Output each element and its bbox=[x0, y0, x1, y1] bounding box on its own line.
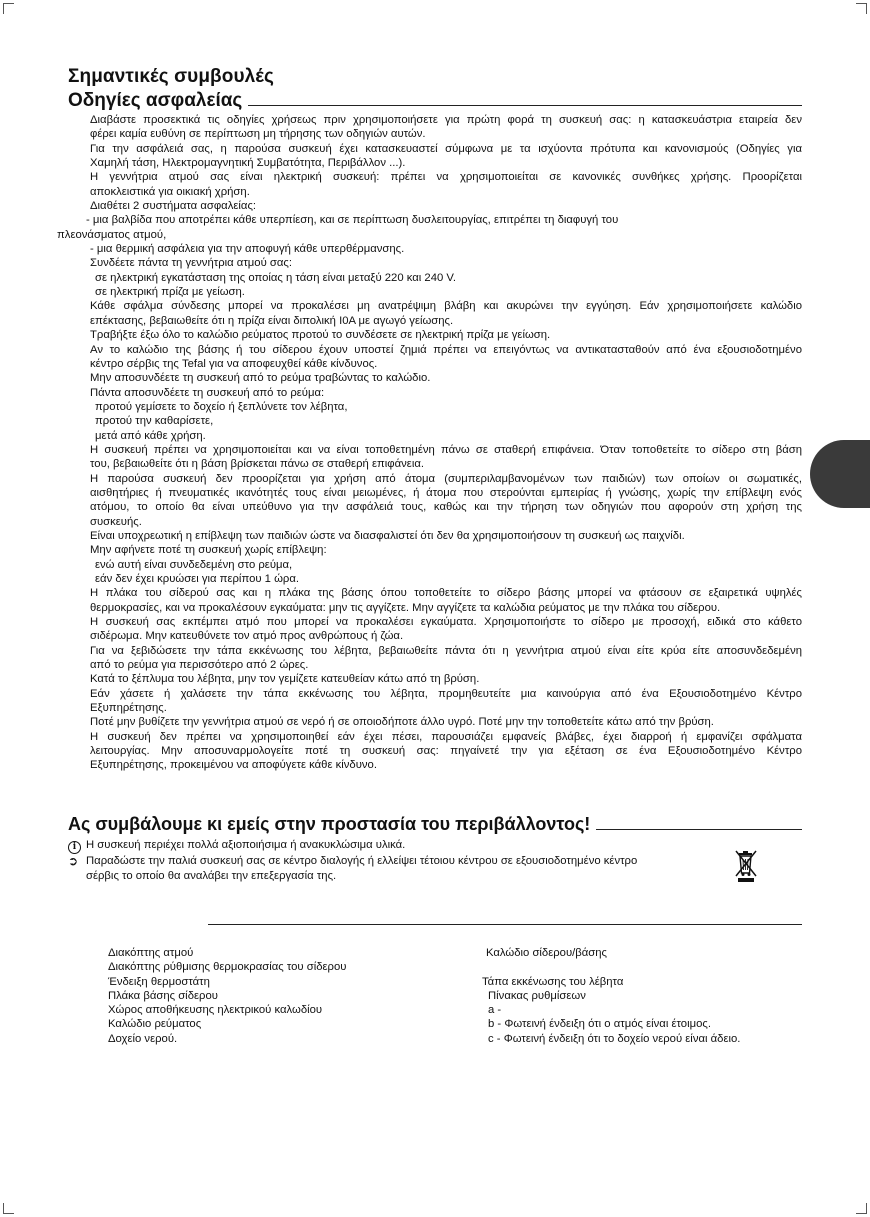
parts-legend-left bbox=[108, 946, 346, 1046]
legend-item: Χώρος αποθήκευσης ηλεκτρικού καλωδίου bbox=[108, 1004, 323, 1017]
text-line: μετά από κάθε χρήση. bbox=[95, 429, 206, 442]
text-line: σε ηλεκτρική πρίζα με γείωση. bbox=[95, 286, 245, 299]
text-line: Μην αποσυνδέετε τη συσκευή από το ρεύμα τραβώντας το καλώδιο. bbox=[90, 372, 431, 385]
text-line: πλεονάσματος ατμού, bbox=[57, 228, 167, 241]
text-line: Χαμηλή τάση, Ηλεκτρομαγνητική Συμβατότητα, Περιβάλλον ...). bbox=[90, 157, 406, 170]
crop-mark-top-right bbox=[856, 3, 867, 14]
list-item bbox=[68, 838, 748, 854]
text-line: - μια θερμική ασφάλεια για την αποφυγή κάθε υπερθέρμανσης. bbox=[90, 243, 405, 256]
page-title: Σημαντικές συμβουλές bbox=[68, 66, 274, 87]
environment-heading-text: Ας συμβάλουμε κι εμείς στην προστασία του περιβάλλοντος! bbox=[68, 814, 591, 834]
curved-arrow-icon: ➲ bbox=[68, 854, 79, 868]
text-line: Η γεννήτρια ατμού σας είναι ηλεκτρική συσκευή: πρέπει να χρησιμοποιείται σε κανονικές συνθήκες χρήσης. Προορίζεται bbox=[90, 171, 802, 184]
legend-spacer bbox=[482, 960, 740, 974]
text-line: Μην αφήνετε ποτέ τη συσκευή χωρίς επίβλεψη: bbox=[90, 544, 327, 557]
text-line: θερμοκρασίες, και να προκαλέσουν εγκαύματα: μην τις αγγίζετε. Μην αγγίζετε τα καλώδια ρεύματος με την πλάκα του σίδερου. bbox=[90, 601, 721, 614]
text-line: Πάντα αποσυνδέετε τη συσκευή από το ρεύμα: bbox=[90, 386, 325, 399]
text-line: Η συσκευή δεν πρέπει να χρησιμοποιηθεί εάν έχει πέσει, παρουσιάζει εμφανείς βλάβες, έχει διαρροή ή εμφανίζει σφάλματα bbox=[90, 730, 802, 743]
text-line: κέντρο σέρβις της Tefal για να αποφευχθεί κάθε κίνδυνος. bbox=[90, 357, 378, 370]
text-line: Εξυπηρέτησης. bbox=[90, 702, 167, 715]
text-line: από το ρεύμα για περισσότερο από 2 ώρες. bbox=[90, 659, 309, 672]
section-separator bbox=[208, 924, 802, 925]
crop-mark-bottom-left bbox=[3, 1203, 14, 1214]
safety-heading bbox=[68, 90, 802, 112]
text-line: επέκτασης, βεβαιωθείτε ότι η πρίζα είναι διπολική Ι0Α με αγωγό γείωσης. bbox=[90, 314, 454, 327]
text-line: Για να ξεβιδώσετε την τάπα εκκένωσης του λέβητα, βεβαιωθείτε πάντα ότι η γεννήτρια ατμού είναι είτε κρύα είτε αποσυνδεδεμένη bbox=[90, 644, 802, 657]
legend-item: Δοχείο νερού. bbox=[108, 1032, 178, 1045]
text-line: Η συσκευή πρέπει να χρησιμοποιείται και να είναι τοποθετημένη πάνω σε σταθερή επιφάνεια. Όταν τοποθετείτε το σίδερο στη βάση bbox=[90, 443, 802, 456]
text-line: Για την ασφάλειά σας, η παρούσα συσκευή έχει κατασκευαστεί σύμφωνα με τα ισχύοντα πρότυπα και κανονισμούς (Οδηγίες για bbox=[90, 142, 802, 155]
legend-item: Τάπα εκκένωσης του λέβητα bbox=[482, 975, 624, 988]
recyclable-text: Η συσκευή περιέχει πολλά αξιοποιήσιμα ή ανακυκλώσιμα υλικά. bbox=[86, 839, 406, 851]
text-line: - μια βαλβίδα που αποτρέπει κάθε υπερπίεση, και σε περίπτωση δυσλειτουργίας, επιτρέπει τη διαφυγή του bbox=[86, 214, 619, 227]
section-tab-marker bbox=[810, 440, 870, 508]
text-line: αισθητήριες ή πνευματικές ικανότητές τους είναι μειωμένες, ή άτομα που στερούνται εμπειρίας ή γνώσης, χωρίς την επίβλεψη ενός bbox=[90, 486, 802, 499]
text-line: Κάθε σφάλμα σύνδεσης μπορεί να προκαλέσει μη ανατρέψιμη βλάβη και ακυρώνει την εγγύηση. Εάν χρησιμοποιήσετε καλώδιο bbox=[90, 300, 802, 313]
text-line: εάν δεν έχει κρυώσει για περίπου 1 ώρα. bbox=[95, 573, 300, 585]
text-line: ενώ αυτή είναι συνδεδεμένη στο ρεύμα, bbox=[95, 558, 293, 571]
text-line: φέρει καμία ευθύνη σε περίπτωση μη τήρησης των οδηγιών αυτών. bbox=[90, 128, 426, 141]
disposal-text-line: Παραδώστε την παλιά συσκευή σας σε κέντρο διαλογής ή ελλείψει τέτοιου κέντρου σε εξουσιοδοτημένο κέντρο bbox=[86, 855, 638, 867]
text-line: Εάν χάσετε ή χαλάσετε την τάπα εκκένωσης του λέβητα, προμηθευτείτε μια καινούργια από ένα Εξουσιοδοτημένο Κέντρο bbox=[90, 687, 802, 700]
legend-item: c - Φωτεινή ένδειξη ότι το δοχείο νερού είναι άδειο. bbox=[488, 1032, 741, 1045]
text-line: ατόμου, το οποίο θα είναι υπεύθυνο για την ασφάλειά τους, καθώς και την τήρηση των οδηγιών που αφορούν στη χρήση της bbox=[90, 501, 802, 514]
legend-item: Καλώδιο σίδερου/βάσης bbox=[486, 947, 608, 959]
text-line: σιδέρωμα. Μην κατευθύνετε τον ατμό προς ανθρώπους ή ζώα. bbox=[90, 630, 404, 643]
text-line: Αν το καλώδιο της βάσης ή του σίδερου έχουν υποστεί ζημιά πρέπει να επειγόντως να αντικατασταθούν από ένα εξουσιοδοτημένο bbox=[90, 343, 802, 356]
crop-mark-bottom-right bbox=[856, 1203, 867, 1214]
text-line: σε ηλεκτρική εγκατάσταση της οποίας η τάση είναι μεταξύ 220 και 240 V. bbox=[95, 271, 457, 284]
heading-rule bbox=[596, 829, 802, 830]
legend-item: Ένδειξη θερμοστάτη bbox=[108, 975, 210, 988]
legend-item: b - Φωτεινή ένδειξη ότι ο ατμός είναι έτοιμος. bbox=[488, 1018, 711, 1031]
safety-instructions bbox=[57, 113, 802, 773]
legend-item: Πλάκα βάσης σίδερου bbox=[108, 989, 218, 1002]
text-line: του, βεβαιωθείτε ότι η βάση βρίσκεται πάνω σε σταθερή επιφάνεια. bbox=[90, 458, 425, 471]
environment-list bbox=[68, 838, 748, 884]
text-line: Κατά το ξέπλυμα του λέβητα, μην τον γεμίζετε κατευθείαν κάτω από τη βρύση. bbox=[90, 673, 480, 686]
disposal-text bbox=[86, 854, 637, 884]
crossed-out-wheelie-bin-icon bbox=[734, 847, 758, 883]
text-line: Η παρούσα συσκευή δεν προορίζεται για χρήση από άτομα (συμπεριλαμβανομένων των παιδιών) των οποίων οι σωματικές, bbox=[90, 472, 802, 485]
legend-item: Καλώδιο ρεύματος bbox=[108, 1018, 202, 1031]
text-line: Ποτέ μην βυθίζετε την γεννήτρια ατμού σε νερό ή σε οποιοδήποτε άλλο υγρό. Ποτέ μην την τοποθετείτε κάτω από την βρύση. bbox=[90, 716, 714, 729]
text-line: Η πλάκα του σίδερού σας και η πλάκα της βάσης όπου τοποθετείτε το σίδερο βάσης μπορεί να φτάσουν σε εξαιρετικά υψηλές bbox=[90, 587, 802, 600]
info-circle-icon: i bbox=[68, 838, 86, 854]
disposal-text-line: σέρβις το οποίο θα αναλάβει την επεξεργασία της. bbox=[86, 870, 337, 882]
heading-rule bbox=[248, 105, 802, 106]
text-line: αποκλειστικά για οικιακή χρήση. bbox=[90, 185, 250, 198]
text-line: συσκευής. bbox=[90, 515, 142, 528]
text-line: Διαβάστε προσεκτικά τις οδηγίες χρήσεως πριν χρησιμοποιήσετε για πρώτη φορά τη συσκευή σας: η κατασκευάστρια εταιρεία δεν bbox=[90, 114, 802, 126]
list-item bbox=[68, 854, 748, 884]
text-line: Η συσκευή σας εκπέμπει ατμό που μπορεί να προκαλέσει εγκαύματα. Χρησιμοποιήστε το σίδερο με προσοχή, ειδικά στο κάθετο bbox=[90, 616, 802, 629]
legend-item: a - bbox=[488, 1004, 502, 1017]
text-line: Είναι υποχρεωτική η επίβλεψη των παιδιών ώστε να διασφαλιστεί ότι δεν θα χρησιμοποιήσουν τη συσκευή ως παιχνίδι. bbox=[90, 529, 685, 542]
legend-item: Διακόπτης ατμού bbox=[108, 947, 194, 959]
legend-item: Πίνακας ρυθμίσεων bbox=[488, 989, 586, 1002]
safety-heading-text: Οδηγίες ασφαλείας bbox=[68, 90, 243, 111]
text-line: Τραβήξτε έξω όλο το καλώδιο ρεύματος προτού το συνδέσετε σε ηλεκτρική πρίζα με γείωση. bbox=[90, 329, 551, 342]
text-line: Εξυπηρέτησης, προκειμένου να αποφύγετε κάθε κίνδυνο. bbox=[90, 759, 377, 772]
parts-legend-right bbox=[482, 946, 740, 1046]
environment-heading bbox=[68, 814, 802, 835]
text-line: Συνδέετε πάντα τη γεννήτρια ατμού σας: bbox=[90, 257, 292, 270]
text-line: λειτουργίας. Μην αποσυναρμολογείτε ποτέ τη συσκευή σας: πηγαίνετέ την για εξέταση σε ένα Εξουσιοδοτημένο Κέντρο bbox=[90, 745, 802, 758]
crop-mark-top-left bbox=[3, 3, 14, 14]
text-line: προτού την καθαρίσετε, bbox=[95, 415, 214, 428]
text-line: προτού γεμίσετε το δοχείο ή ξεπλύνετε τον λέβητα, bbox=[95, 400, 348, 413]
text-line: Διαθέτει 2 συστήματα ασφαλείας: bbox=[90, 200, 257, 213]
legend-item: Διακόπτης ρύθμισης θερμοκρασίας του σίδερου bbox=[108, 961, 347, 974]
